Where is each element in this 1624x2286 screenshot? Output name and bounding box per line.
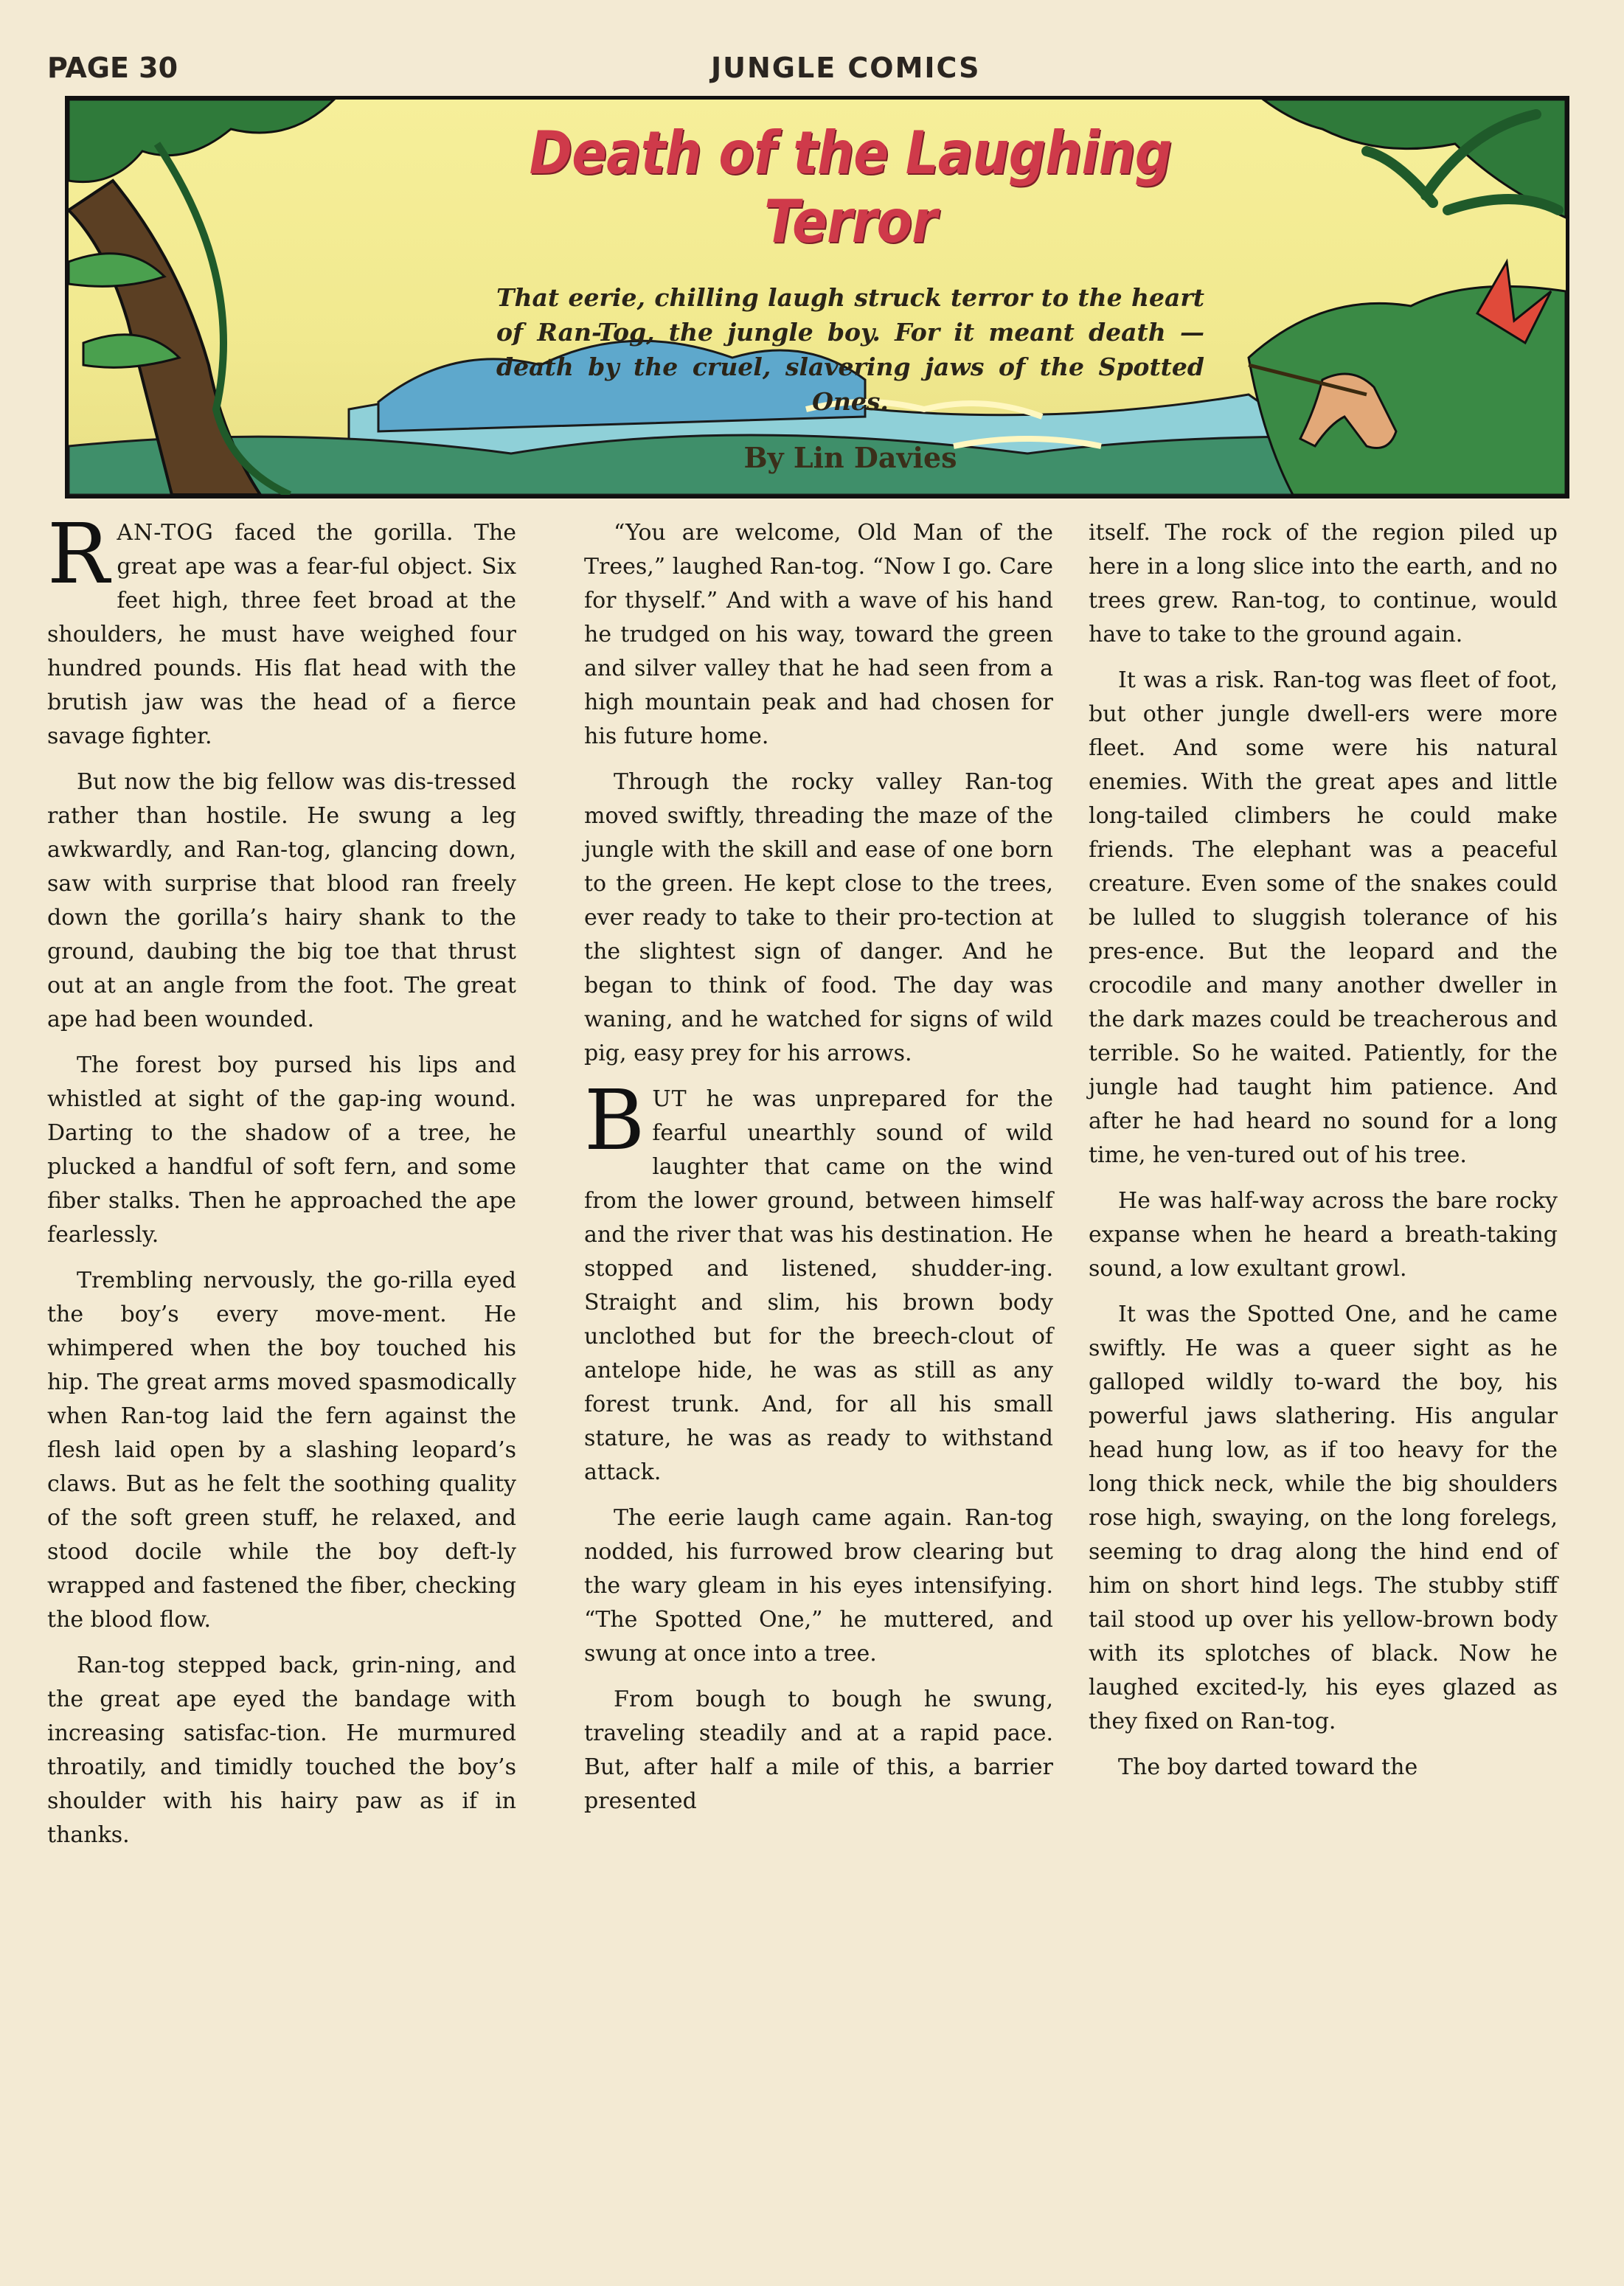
left-tree-canopy xyxy=(69,100,334,182)
lead-word: UT xyxy=(652,1086,687,1112)
page-header xyxy=(47,29,1577,96)
paragraph: He was half-way across the bare rocky expanse when he heard a breath-taking sound, a low exultant growl. xyxy=(1089,1188,1558,1282)
paragraph-text: faced the gorilla. The great ape was a fear-ful object. Six feet high, three feet broad at the shoulders, he must have weighed four hundred pounds. His flat head with the brutish jaw was the head of a fierce savage fighter. xyxy=(47,520,516,749)
title-panel xyxy=(65,96,1569,498)
magazine-title: JUNGLE COMICS xyxy=(711,52,981,84)
paragraph xyxy=(47,507,516,754)
byline: By Lin Davies xyxy=(743,441,957,475)
paragraph: The boy darted toward the xyxy=(1118,1754,1418,1780)
paragraph: It was the Spotted One, and he came swiftly. He was a queer sight as he galloped wildly to-ward the boy, his powerful jaws slathering. His angular head hung low, as if too heavy for the long thick neck, while the big shoulders rose high, swaying, on the long forelegs, seeming to drag along the hind end of him on short hind legs. The stubby stiff tail stood up over his yellow-brown body with its splotches of black. Now he laughed excited-ly, his eyes glazed as they fixed on Ran-tog. xyxy=(1089,1302,1558,1734)
paragraph: It was a risk. Ran-tog was fleet of foot, but other jungle dwell-ers were more fleet. And some were his natural enemies. With the great apes and little long-tailed climbers he could make friends. The elephant was a peaceful creature. Even some of the snakes could be lulled to sluggish tolerance of his pres-ence. But the leopard and the crocodile and many another dweller in the dark mazes could be treacherous and terrible. So he waited. Patiently, for the jungle had taught him patience. And after he had heard no sound for a long time, he ven-tured out of his tree. xyxy=(1089,667,1558,1168)
paragraph: But now the big fellow was dis-tressed rather than hostile. He swung a leg awkwardly, and Ran-tog, glancing down, saw with surprise that blood ran freely down the gorilla’s hairy shank to the ground, daubing the big toe that thrust out at an angle from the foot. The great ape had been wounded. xyxy=(47,769,516,1032)
drop-cap: R xyxy=(47,507,110,602)
title-block xyxy=(437,119,1263,474)
paragraph: Through the rocky valley Ran-tog moved swiftly, threading the maze of the jungle with the skill and ease of one born to the green. He kept close to the trees, ever ready to take to their pro-tection at the slightest sign of danger. And he began to think of food. The day was waning, and he watched for signs of wild pig, easy prey for his arrows. xyxy=(584,769,1053,1066)
paragraph-text: he was unprepared for the fearful unearthly sound of wild laughter that came on the wind from the lower ground, between himself and the river that was his destination. He stopped and listened, shudder-ing. Straight and slim, his brown body unclothed but for the breech-clout of antelope hide, he was as still as any forest trunk. And, for all his small stature, he was as ready to withstand attack. xyxy=(584,1086,1053,1485)
paragraph xyxy=(584,1073,1053,1490)
column-2 xyxy=(584,516,1053,1830)
paragraph: “You are welcome, Old Man of the Trees,” laughed Ran-tog. “Now I go. Care for thyself.” And with a wave of his hand he trudged on his way, toward the green and silver valley that he had seen from a high mountain peak and had chosen for his future home. xyxy=(584,520,1053,749)
paragraph: From bough to bough he swung, traveling steadily and at a rapid pace. But, after half a mile of this, a barrier presented xyxy=(584,1686,1053,1814)
paragraph: Ran-tog stepped back, grin-ning, and the great ape eyed the bandage with increasing satisfac-tion. He murmured throatily, and timidly touched the boy’s shoulder with his hairy paw as if in thanks. xyxy=(47,1653,516,1848)
page-number: PAGE 30 xyxy=(47,52,178,84)
story-title: Death of the Laughing Terror xyxy=(529,119,1172,256)
paragraph: Trembling nervously, the go-rilla eyed the boy’s every move-ment. He whimpered when the boy touched his hip. The great arms moved spasmodically when Ran-tog laid the fern against the flesh laid open by a slashing leopard’s claws. But as he felt the soothing quality of the soft green stuff, he relaxed, and stood docile while the boy deft-ly wrapped and fastened the fiber, checking the blood flow. xyxy=(47,1268,516,1633)
column-1 xyxy=(47,507,516,1864)
drop-cap: B xyxy=(584,1073,645,1169)
lead-word: AN-TOG xyxy=(117,520,214,546)
column-3 xyxy=(1089,516,1558,1796)
paragraph: The eerie laugh came again. Ran-tog nodded, his furrowed brow clearing but the wary gleam in his eyes intensifying. “The Spotted One,” he muttered, and swung at once into a tree. xyxy=(584,1505,1053,1667)
paragraph: itself. The rock of the region piled up here in a long slice into the earth, and no trees grew. Ran-tog, to continue, would have to take to the ground again. xyxy=(1089,520,1558,647)
story-blurb: That eerie, chilling laugh struck terror to the heart of Ran-Tog, the jungle boy. For it meant death — death by the cruel, slavering jaws of the Spotted Ones. xyxy=(496,283,1204,416)
story-columns xyxy=(47,507,1577,2257)
paragraph: The forest boy pursed his lips and whistled at sight of the gap-ing wound. Darting to the shadow of a tree, he plucked a handful of soft fern, and some fiber stalks. Then he approached the ape fearlessly. xyxy=(47,1052,516,1248)
